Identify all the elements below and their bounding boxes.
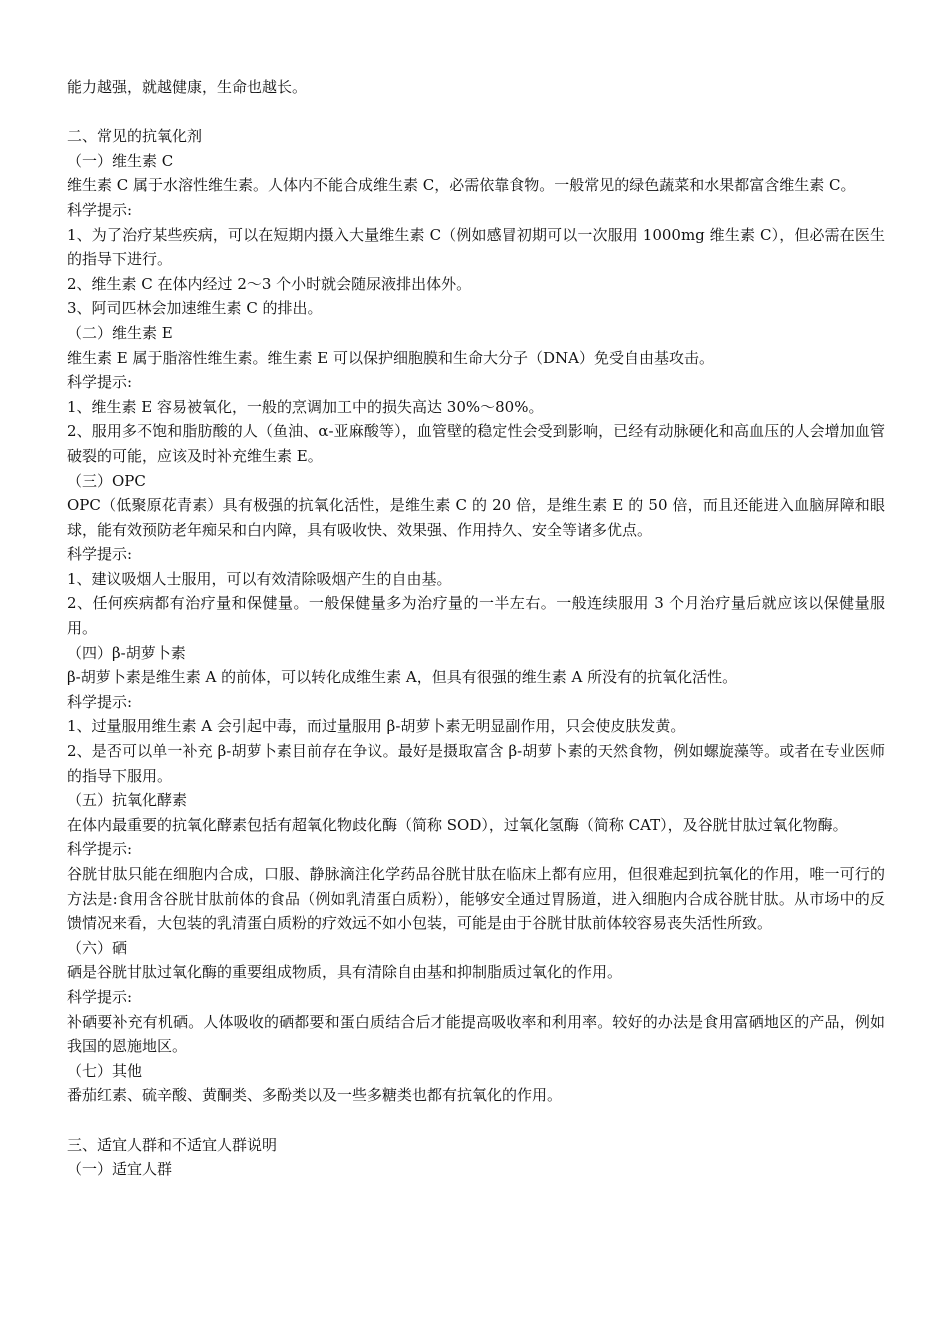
subsection-heading: （三）OPC <box>67 471 146 490</box>
body-paragraph: 能力越强，就越健康，生命也越长。 <box>67 78 308 96</box>
tip-label: 科学提示: <box>67 545 133 564</box>
body-paragraph: β-胡萝卜素是维生素 A 的前体，可以转化成维生素 A，但具有很强的维生素 A 所没有的抗氧化活性。 <box>67 668 738 687</box>
body-paragraph: 1、维生素 E 容易被氧化，一般的烹调加工中的损失高达 30%～80%。 <box>67 397 544 416</box>
subsection-heading: （一）维生素 C <box>67 151 174 170</box>
tip-label: 科学提示: <box>67 692 133 711</box>
body-paragraph: 2、维生素 C 在体内经过 2～3 个小时就会随尿液排出体外。 <box>67 274 472 293</box>
body-paragraph: 1、为了治疗某些疾病，可以在短期内摄入大量维生素 C（例如感冒初期可以一次服用 1000mg 维生素 C），但必需在医生的指导下进行。 <box>67 225 885 269</box>
body-paragraph: 补硒要补充有机硒。人体吸收的硒都要和蛋白质结合后才能提高吸收率和利用率。较好的办法是食用富硒地区的产品，例如我国的恩施地区。 <box>67 1012 885 1056</box>
tip-label: 科学提示: <box>67 840 133 859</box>
subsection-heading: （七）其他 <box>67 1061 143 1080</box>
tip-label: 科学提示: <box>67 987 133 1006</box>
blank-line <box>67 100 885 125</box>
body-paragraph: 维生素 C 属于水溶性维生素。人体内不能合成维生素 C，必需依靠食物。一般常见的绿色蔬菜和水果都富含维生素 C。 <box>67 176 856 195</box>
document-body <box>67 75 885 1182</box>
body-paragraph: 谷胱甘肽只能在细胞内合成，口服、静脉滴注化学药品谷胱甘肽在临床上都有应用，但很难起到抗氧化的作用，唯一可行的方法是:食用含谷胱甘肽前体的食品（例如乳清蛋白质粉），能够安全通过胃肠道，进入细胞内合成谷胱甘肽。从市场中的反馈情况来看，大包装的乳清蛋白质粉的疗效远不如小包装，可能是由于谷胱甘肽前体较容易丧失活性所致。 <box>67 865 885 933</box>
body-paragraph: 1、建议吸烟人士服用，可以有效清除吸烟产生的自由基。 <box>67 569 452 588</box>
tip-label: 科学提示: <box>67 373 133 392</box>
subsection-heading: （五）抗氧化酵素 <box>67 791 188 810</box>
tip-label: 科学提示: <box>67 200 133 219</box>
subsection-heading: （六）硒 <box>67 938 128 957</box>
section-heading: 三、适宜人群和不适宜人群说明 <box>67 1135 278 1154</box>
body-paragraph: 硒是谷胱甘肽过氧化酶的重要组成物质，具有清除自由基和抑制脂质过氧化的作用。 <box>67 963 623 982</box>
subsection-heading: （一）适宜人群 <box>67 1160 173 1179</box>
subsection-heading: （二）维生素 E <box>67 323 173 342</box>
body-paragraph: 番茄红素、硫辛酸、黄酮类、多酚类以及一些多糖类也都有抗氧化的作用。 <box>67 1086 563 1105</box>
body-paragraph: 维生素 E 属于脂溶性维生素。维生素 E 可以保护细胞膜和生命大分子（DNA）免受自由基攻击。 <box>67 348 714 367</box>
blank-line <box>67 1108 885 1133</box>
body-paragraph: OPC（低聚原花青素）具有极强的抗氧化活性，是维生素 C 的 20 倍，是维生素 E 的 50 倍，而且还能进入血脑屏障和眼球，能有效预防老年痴呆和白内障，具有吸收快、效果强、作用持久、安全等诸多优点。 <box>67 496 885 539</box>
body-paragraph: 2、服用多不饱和脂肪酸的人（鱼油、α-亚麻酸等），血管壁的稳定性会受到影响，已经有动脉硬化和高血压的人会增加血管破裂的可能，应该及时补充维生素 E。 <box>67 422 885 465</box>
body-paragraph: 2、是否可以单一补充 β-胡萝卜素目前存在争议。最好是摄取富含 β-胡萝卜素的天然食物，例如螺旋藻等。或者在专业医师的指导下服用。 <box>67 742 885 785</box>
body-paragraph: 在体内最重要的抗氧化酵素包括有超氧化物歧化酶（简称 SOD），过氧化氢酶（简称 CAT），及谷胱甘肽过氧化物酶。 <box>67 815 848 834</box>
body-paragraph: 1、过量服用维生素 A 会引起中毒，而过量服用 β-胡萝卜素无明显副作用，只会使皮肤发黄。 <box>67 717 686 736</box>
subsection-heading: （四）β-胡萝卜素 <box>67 643 186 662</box>
body-paragraph: 2、任何疾病都有治疗量和保健量。一般保健量多为治疗量的一半左右。一般连续服用 3 个月治疗量后就应该以保健量服用。 <box>67 594 885 638</box>
body-paragraph: 3、阿司匹林会加速维生素 C 的排出。 <box>67 299 323 318</box>
section-heading: 二、常见的抗氧化剂 <box>67 127 203 146</box>
